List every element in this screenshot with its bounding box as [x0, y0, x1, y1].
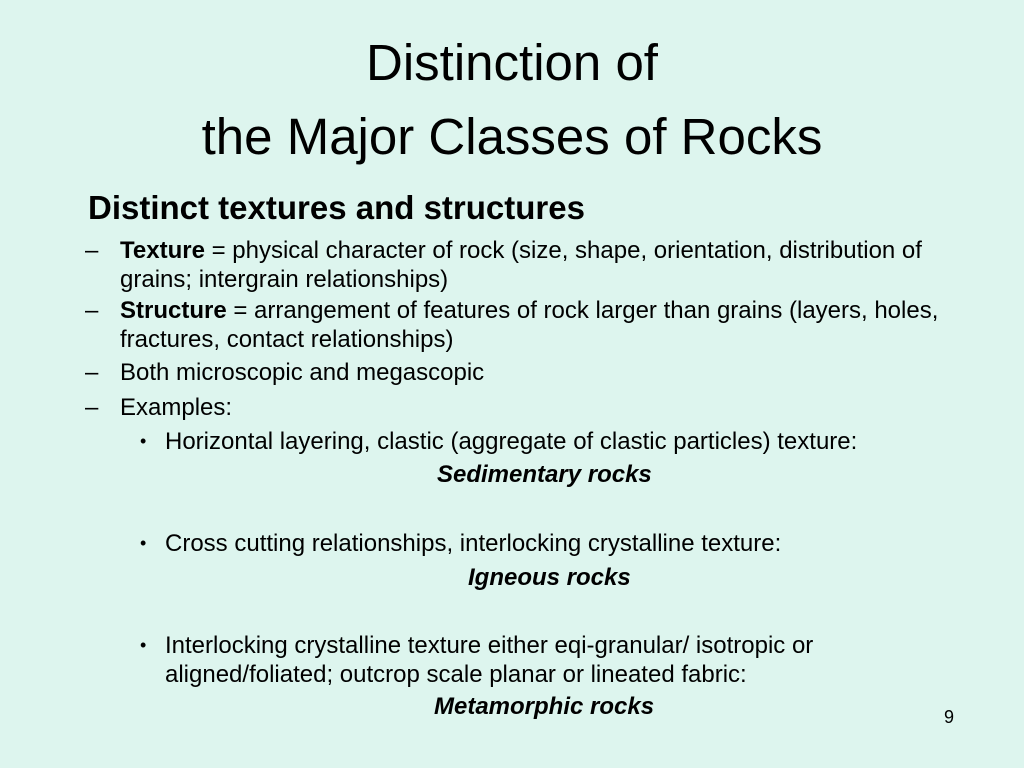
rock-type-metamorphic: Metamorphic rocks	[434, 693, 655, 720]
example-text: Cross cutting relationships, interlocking crystalline texture:	[165, 530, 782, 557]
dash-marker: –	[85, 394, 99, 421]
dash-marker: –	[85, 359, 99, 386]
example-text: Horizontal layering, clastic (aggregate of clastic particles) texture:	[165, 428, 858, 455]
list-item-structure	[85, 296, 945, 354]
list-item-text	[120, 236, 945, 294]
example-igneous	[140, 529, 990, 558]
section-heading: Distinct textures and structures	[88, 189, 585, 226]
slide-title-line-1: Distinction of	[366, 34, 658, 91]
list-item-text	[120, 296, 945, 354]
example-metamorphic	[140, 631, 950, 689]
slide-title	[0, 26, 1024, 174]
definition-texture: = physical character of rock (size, shape, orientation, distribution of grains; intergrain relationships)	[120, 237, 922, 293]
slide-number: 9	[944, 707, 955, 727]
example-sedimentary	[140, 427, 990, 456]
example-text: Interlocking crystalline texture either eqi-granular/ isotropic or aligned/foliated; outcrop scale planar or lineated fabric:	[165, 632, 814, 688]
rock-type-sedimentary: Sedimentary rocks	[437, 461, 652, 488]
list-item-text: Examples:	[120, 394, 233, 421]
definition-structure: = arrangement of features of rock larger than grains (layers, holes, fractures, contact relationships)	[120, 297, 939, 353]
list-item-texture	[85, 236, 945, 294]
list-item-text: Both microscopic and megascopic	[120, 359, 485, 386]
list-item-scale	[85, 358, 945, 387]
dash-marker: –	[85, 297, 99, 324]
bullet-marker: •	[140, 431, 147, 451]
bullet-marker: •	[140, 533, 147, 553]
list-item-examples	[85, 393, 945, 422]
term-texture: Texture	[120, 237, 205, 264]
slide-title-line-2: the Major Classes of Rocks	[201, 108, 823, 165]
bullet-marker: •	[140, 635, 147, 655]
dash-marker: –	[85, 237, 99, 264]
term-structure: Structure	[120, 297, 227, 324]
rock-type-igneous: Igneous rocks	[468, 564, 631, 591]
